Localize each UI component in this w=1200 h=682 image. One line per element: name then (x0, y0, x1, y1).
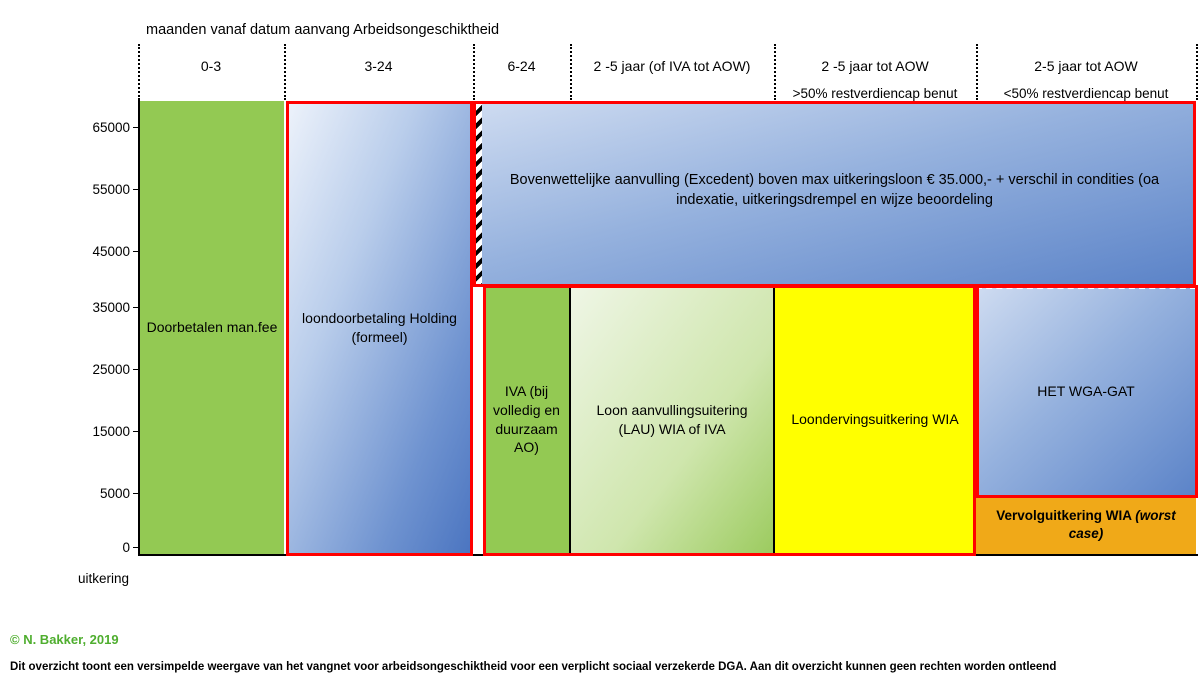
bar-loondervingsuitkering-wia: Loondervingsuitkering WIA (774, 285, 976, 554)
y-tick-0: 0 (122, 540, 130, 555)
column-separator (1196, 44, 1198, 100)
column-subheader-4: >50% restverdiencap benut (792, 86, 958, 101)
wga-gat-dashed-separator (976, 287, 1196, 289)
column-header-4: 2 -5 jaar tot AOW (821, 58, 929, 74)
column-header-5: 2-5 jaar tot AOW (1034, 58, 1138, 74)
x-axis-line (138, 554, 1198, 556)
y-tick-15000: 15000 (92, 424, 130, 439)
hatched-divider (473, 101, 482, 285)
y-tick-55000: 55000 (92, 182, 130, 197)
column-header-1: 3-24 (364, 58, 393, 74)
copyright-text: © N. Bakker, 2019 (10, 632, 119, 647)
y-tick-65000: 65000 (92, 120, 130, 135)
bar-doorbetalen-manfee: Doorbetalen man.fee (140, 101, 284, 554)
y-tick-45000: 45000 (92, 244, 130, 259)
bar-lau-wia: Loon aanvullingsuitering (LAU) WIA of IVA (570, 285, 774, 554)
chart-header-title: maanden vanaf datum aanvang Arbeidsongeschiktheid (146, 22, 500, 38)
vervolguitkering-label: Vervolguitkering WIA (996, 507, 1136, 523)
bar-wga-gat: HET WGA-GAT (976, 287, 1196, 496)
y-tick-35000: 35000 (92, 300, 130, 315)
bar-loondoorbetaling-holding: loondoorbetaling Holding (formeel) (286, 101, 473, 554)
column-header-3: 2 -5 jaar (of IVA tot AOW) (593, 58, 751, 74)
column-header-2: 6-24 (507, 58, 536, 74)
excedent-text: Bovenwettelijke aanvulling (Excedent) boven max uitkeringsloon € 35.000,- + verschil in condities (oa indexatie, uitkeringsdrempel en wijze beoordeling (509, 172, 1160, 208)
bar-vervolguitkering-wia (976, 496, 1196, 554)
column-header-0: 0-3 (200, 58, 222, 74)
column-subheader-5: <50% restverdiencap benut (1003, 86, 1169, 101)
y-axis-label: uitkering (78, 571, 130, 586)
y-tick-25000: 25000 (92, 362, 130, 377)
bar-iva: IVA (bij volledig en duurzaam AO) (483, 285, 570, 554)
vervolguitkering-worstcase: (worst case) (1068, 507, 1176, 541)
y-tick-5000: 5000 (99, 486, 130, 501)
bar-bovenwettelijke-aanvulling (473, 101, 1196, 285)
footnote-text: Dit overzicht toont een versimpelde weergave van het vangnet voor arbeidsongeschiktheid voor een verplicht sociaal verzekerde DGA. Aan dit overzicht kunnen geen rechten worden ontleend (10, 661, 1057, 673)
